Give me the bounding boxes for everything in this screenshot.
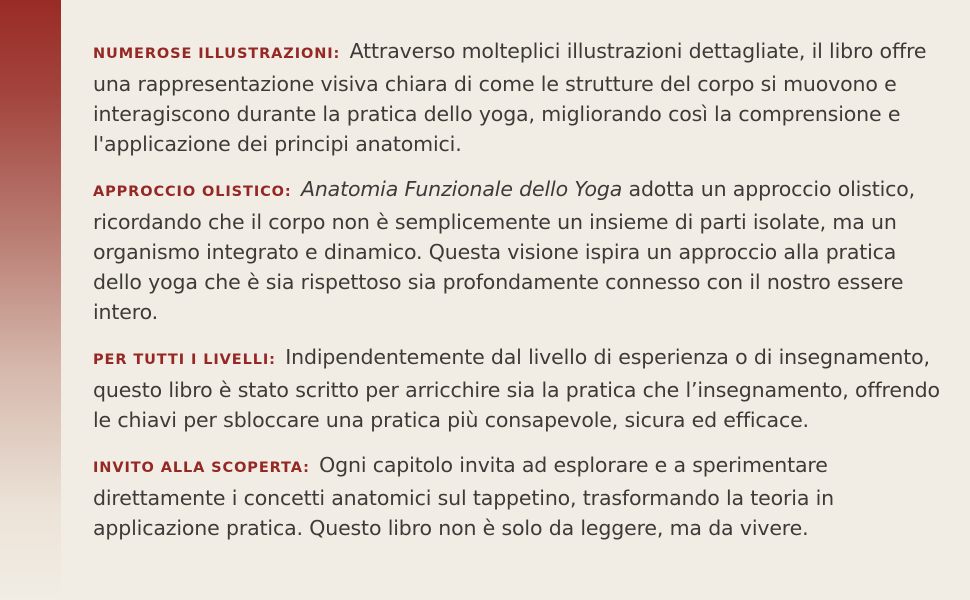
feature-list (93, 36, 943, 558)
feature-label: INVITO ALLA SCOPERTA: (93, 460, 310, 476)
feature-paragraph-olistico (93, 174, 943, 327)
feature-label: APPROCCIO OLISTICO: (93, 184, 292, 200)
feature-text: Ogni capitolo invita ad esplorare e a sperimentare direttamente i concetti anatomici sul tappetino, trasformando la teoria in applicazione pratica. Questo libro non è solo da leggere, ma da vivere. (93, 453, 835, 540)
feature-paragraph-illustrazioni (93, 36, 943, 159)
feature-paragraph-scoperta (93, 450, 943, 543)
feature-paragraph-livelli (93, 342, 943, 435)
decorative-side-bar (0, 0, 61, 600)
feature-label: NUMEROSE ILLUSTRAZIONI: (93, 46, 341, 62)
book-title: Anatomia Funzionale dello Yoga (300, 177, 623, 201)
feature-label: PER TUTTI I LIVELLI: (93, 352, 276, 368)
feature-text: Indipendentemente dal livello di esperienza o di insegnamento, questo libro è stato scritto per arricchire sia la pratica che l’insegnamento, offrendo le chiavi per sbloccare una pratica più consapevole, sicura ed efficace. (93, 345, 940, 432)
feature-text: adotta un approccio olistico, ricordando che il corpo non è semplicemente un insieme di parti isolate, ma un organismo integrato e dinamico. Questa visione ispira un approccio alla pratica dello yoga che è sia rispettoso sia profondamente connesso con il nostro essere intero. (93, 177, 916, 324)
feature-text: Attraverso molteplici illustrazioni dettagliate, il libro offre una rappresentazione visiva chiara di come le strutture del corpo si muovono e interagiscono durante la pratica dello yoga, migliorando così la comprensione e l'applicazione dei principi anatomici. (93, 39, 927, 156)
